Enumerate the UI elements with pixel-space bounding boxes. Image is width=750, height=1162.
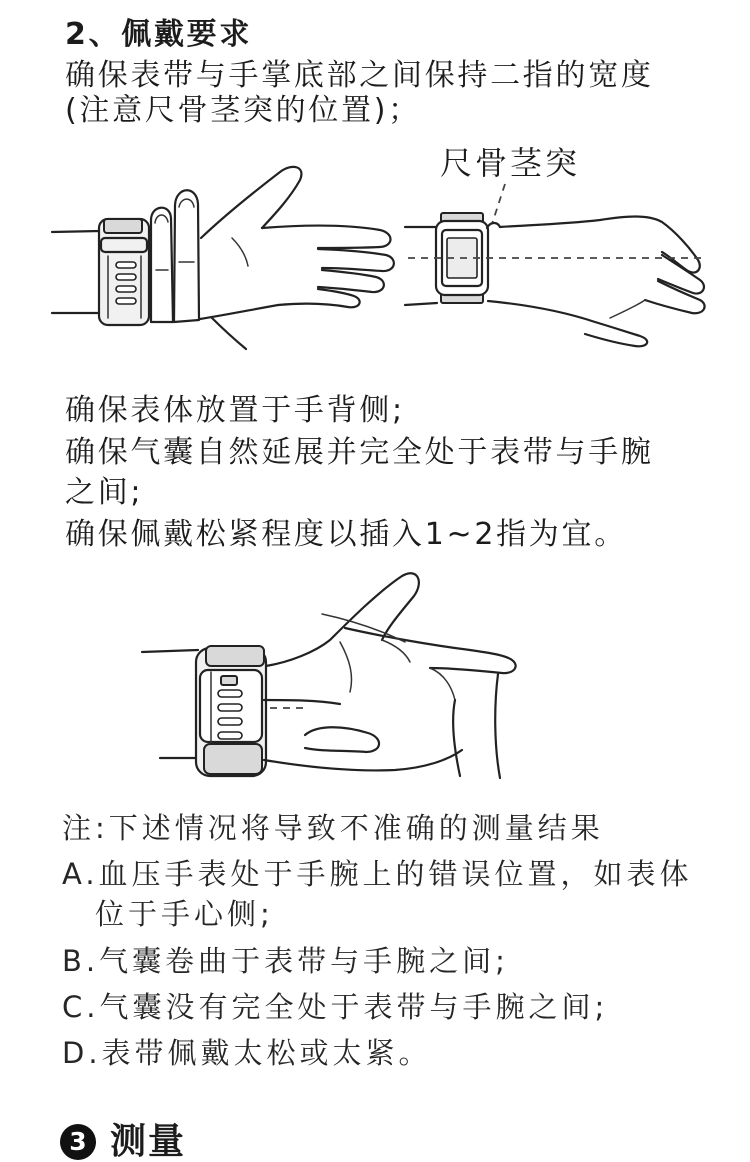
instruction-line: 确保佩戴松紧程度以插入1~2指为宜。 [65, 517, 627, 552]
styloid-bump [487, 223, 500, 228]
instruction-line: 之间; [65, 475, 144, 510]
note-item-continuation: 位于手心侧; [95, 897, 274, 931]
wearing-position-illustration [0, 140, 750, 365]
forearm-bottom-edge [405, 303, 437, 305]
two-finger-gap-illustration [52, 167, 394, 349]
watch-band-side-view [99, 219, 149, 325]
step-number-badge: 3 [60, 1124, 96, 1160]
wearer-hand-outline [266, 573, 516, 700]
wearer-hand-outline [488, 217, 705, 347]
intro-line: (注意尺骨茎突的位置)； [65, 93, 421, 128]
note-item: B.气囊卷曲于表带与手腕之间; [62, 944, 509, 978]
note-item: C.气囊没有完全处于表带与手腕之间; [62, 990, 609, 1024]
instruction-line: 确保表体放置于手背侧; [65, 393, 405, 428]
next-section-heading [60, 1121, 260, 1162]
section-title: 2、佩戴要求 [65, 17, 253, 52]
measuring-fingers [151, 190, 199, 322]
forearm-top-edge [52, 231, 100, 232]
ulnar-styloid-illustration [405, 144, 705, 346]
instruction-line: 确保气囊自然延展并完全处于表带与手腕 [65, 435, 654, 470]
styloid-pointer-line [492, 184, 505, 224]
watch-band-side-view [196, 646, 266, 776]
ulnar-styloid-label: 尺骨茎突 [440, 144, 581, 182]
tightness-check-illustration [0, 560, 750, 785]
measuring-fingers [264, 674, 500, 778]
forearm-top-edge [142, 650, 198, 652]
note-item: D.表带佩戴太松或太紧。 [62, 1036, 432, 1070]
next-section-title: 测量 [110, 1121, 187, 1162]
intro-line: 确保表带与手掌底部之间保持二指的宽度 [65, 58, 654, 93]
note-heading: 注:下述情况将导致不准确的测量结果 [62, 811, 604, 845]
note-item: A.血压手表处于手腕上的错误位置，如表体 [62, 857, 693, 891]
